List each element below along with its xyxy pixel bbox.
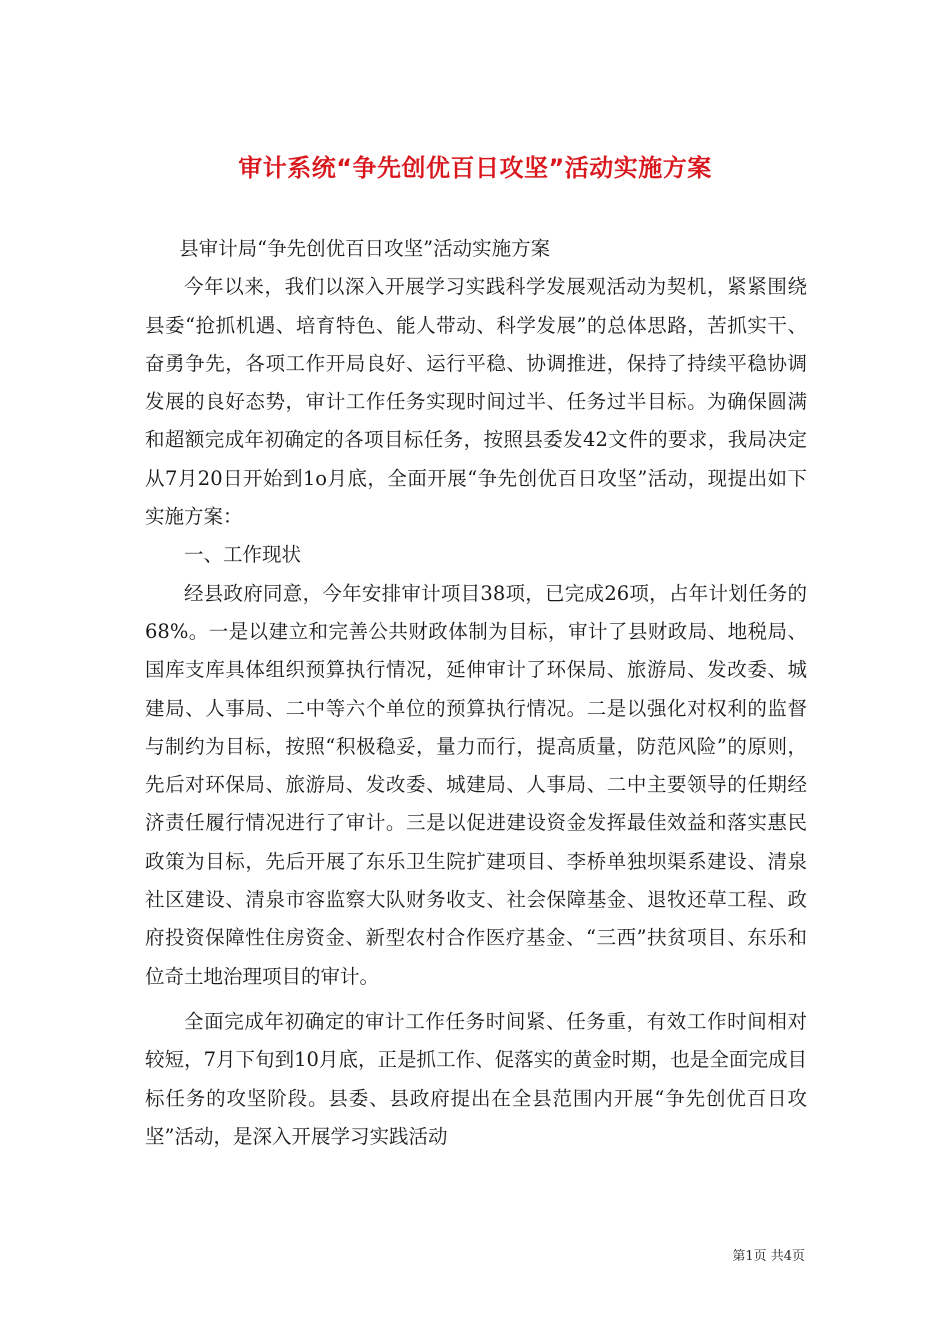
intro-paragraph: 今年以来，我们以深入开展学习实践科学发展观活动为契机，紧紧围绕县委“抢抓机遇、培育特色、能人带动、科学发展”的总体思路，苦抓实干、奋勇争先，各项工作开局良好、运行平稳、协调推进，保持了持续平稳协调发展的良好态势，审计工作任务实现时间过半、任务过半目标。为确保圆满和超额完成年初确定的各项目标任务，按照县委发42文件的要求，我局决定从7月20日开始到1o月底，全面开展“争先创优百日攻坚”活动，现提出如下实施方案：: [145, 275, 807, 529]
document-subtitle: 县审计局“争先创优百日攻坚”活动实施方案: [179, 237, 551, 260]
page-title: 审计系统“争先创优百日攻坚”活动实施方案: [238, 154, 712, 183]
page-number: 第1页 共4页: [732, 1249, 805, 1264]
body-paragraph: 全面完成年初确定的审计工作任务时间紧、任务重，有效工作时间相对较短，7月下旬到10月底，正是抓工作、促落实的黄金时期，也是全面完成目标任务的攻坚阶段。县委、县政府提出在全县范围内开展“争先创优百日攻坚”活动，是深入开展学习实践活动: [145, 1009, 807, 1148]
body-paragraph: 经县政府同意，今年安排审计项目38项，已完成26项，占年计划任务的68%。一是以建立和完善公共财政体制为目标，审计了县财政局、地税局、国库支库具体组织预算执行情况，延伸审计了环保局、旅游局、发改委、城建局、人事局、二中等六个单位的预算执行情况。二是以强化对权利的监督与制约为目标，按照“积极稳妥，量力而行，提高质量，防范风险”的原则，先后对环保局、旅游局、发改委、城建局、人事局、二中主要领导的任期经济责任履行情况进行了审计。三是以促进建设资金发挥最佳效益和落实惠民政策为目标，先后开展了东乐卫生院扩建项目、李桥单独坝渠系建设、清泉社区建设、清泉市容监察大队财务收支、社会保障基金、退牧还草工程、政府投资保障性住房资金、新型农村合作医疗基金、“三西”扶贫项目、东乐和位奇土地治理项目的审计。: [145, 581, 807, 988]
section-heading: 一、工作现状: [184, 543, 302, 567]
document-body: [145, 230, 807, 1156]
